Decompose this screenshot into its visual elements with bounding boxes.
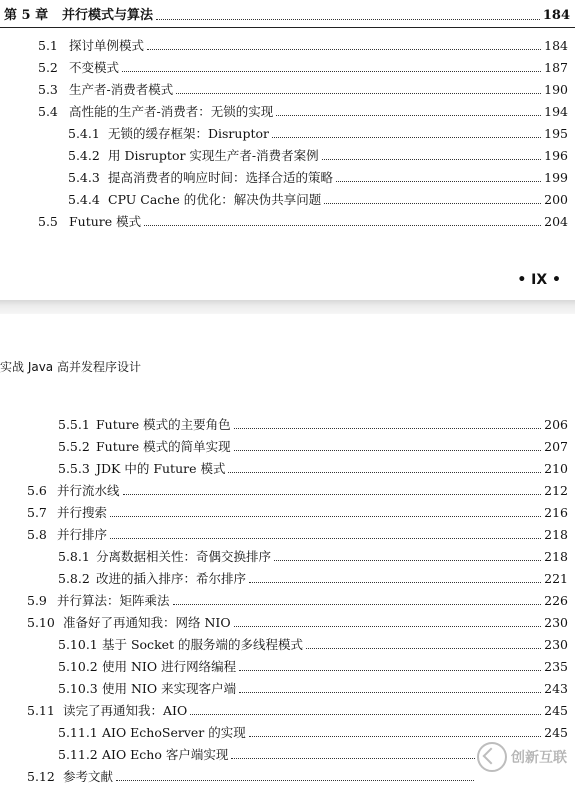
dot-leader (239, 692, 541, 693)
section-title: 参考文献 (63, 769, 114, 784)
section-number: 5.3 (38, 82, 58, 97)
page-divider (0, 300, 575, 314)
dot-leader (147, 49, 541, 50)
section-page: 226 (544, 593, 568, 608)
subsection-number: 5.5.2 (58, 439, 90, 454)
subsection-page: 218 (544, 549, 568, 564)
subsection-number: 5.4.3 (68, 170, 100, 185)
watermark-logo (477, 742, 567, 772)
toc-row[interactable] (58, 439, 568, 455)
section-number: 5.11 (27, 703, 55, 718)
subsection-title: 使用 NIO 进行网络编程 (102, 659, 237, 674)
subsection-page: 243 (544, 681, 568, 696)
toc-row[interactable] (58, 747, 478, 763)
toc-row[interactable] (68, 148, 568, 164)
subsection-number: 5.4.2 (68, 148, 100, 163)
section-number: 5.6 (27, 483, 47, 498)
dot-leader (239, 670, 541, 671)
toc-row[interactable] (27, 483, 568, 499)
toc-row[interactable] (58, 659, 568, 675)
toc-page-upper (0, 0, 575, 300)
toc-row[interactable] (58, 549, 568, 565)
subsection-title: AIO Echo 客户端实现 (102, 747, 229, 762)
toc-row[interactable] (58, 571, 568, 587)
toc-row[interactable] (27, 615, 568, 631)
dot-leader (234, 450, 541, 451)
subsection-title: 提高消费者的响应时间：选择合适的策略 (108, 170, 334, 185)
subsection-title: 改进的插入排序：希尔排序 (96, 571, 247, 586)
subsection-number: 5.11.2 (58, 747, 98, 762)
subsection-page: 199 (544, 170, 568, 185)
section-number: 5.2 (38, 60, 58, 75)
section-page: 245 (544, 703, 568, 718)
toc-row[interactable] (68, 170, 568, 186)
subsection-title: JDK 中的 Future 模式 (96, 461, 226, 476)
section-title: 高性能的生产者-消费者：无锁的实现 (69, 104, 274, 119)
dot-leader (110, 516, 541, 517)
toc-row[interactable] (38, 82, 568, 98)
toc-chapter-row[interactable] (4, 8, 570, 24)
subsection-title: 无锁的缓存框架：Disruptor (108, 126, 269, 141)
toc-row[interactable] (27, 769, 477, 785)
subsection-title: 分离数据相关性：奇偶交换排序 (96, 549, 272, 564)
page-folio: • IX • (517, 272, 561, 288)
section-number: 5.8 (27, 527, 47, 542)
dot-leader (276, 115, 541, 116)
section-title: 并行排序 (57, 527, 108, 542)
section-title: 准备好了再通知我：网络 NIO (63, 615, 231, 630)
subsection-number: 5.11.1 (58, 725, 98, 740)
subsection-title: 用 Disruptor 实现生产者-消费者案例 (108, 148, 319, 163)
subsection-number: 5.5.3 (58, 461, 90, 476)
section-title: 读完了再通知我：AIO (63, 703, 188, 718)
section-page: 194 (544, 104, 568, 119)
subsection-number: 5.5.1 (58, 417, 90, 432)
dot-leader (274, 560, 541, 561)
chapter-title: 并行模式与算法 (62, 8, 154, 23)
dot-leader (336, 181, 541, 182)
section-number: 5.7 (27, 505, 47, 520)
subsection-page: 195 (544, 126, 568, 141)
section-title: 不变模式 (69, 60, 120, 75)
section-page: 190 (544, 82, 568, 97)
toc-row[interactable] (38, 38, 568, 54)
dot-leader (324, 203, 541, 204)
section-title: Future 模式 (69, 214, 142, 229)
section-page: 184 (544, 38, 568, 53)
toc-row[interactable] (58, 461, 568, 477)
toc-row[interactable] (27, 505, 568, 521)
toc-row[interactable] (68, 192, 568, 208)
dot-leader (249, 736, 541, 737)
toc-page-lower (0, 314, 575, 784)
dot-leader (122, 71, 541, 72)
subsection-title: CPU Cache 的优化：解决伪共享问题 (108, 192, 322, 207)
subsection-page: 200 (544, 192, 568, 207)
subsection-title: 基于 Socket 的服务端的多线程模式 (102, 637, 304, 652)
dot-leader (249, 582, 541, 583)
dot-leader (306, 648, 541, 649)
section-number: 5.5 (38, 214, 58, 229)
subsection-number: 5.4.1 (68, 126, 100, 141)
watermark-text: 创新互联 (511, 750, 567, 766)
section-title: 并行算法：矩阵乘法 (57, 593, 170, 608)
section-number: 5.4 (38, 104, 58, 119)
toc-row[interactable] (58, 417, 568, 433)
toc-row[interactable] (27, 593, 568, 609)
subsection-page: 235 (544, 659, 568, 674)
dot-leader (123, 494, 542, 495)
dot-leader (156, 19, 540, 20)
toc-row[interactable] (27, 703, 568, 719)
toc-row[interactable] (68, 126, 568, 142)
watermark-icon (477, 742, 507, 772)
section-number: 5.10 (27, 615, 55, 630)
section-title: 生产者-消费者模式 (69, 82, 174, 97)
section-number: 5.12 (27, 769, 55, 784)
subsection-title: AIO EchoServer 的实现 (102, 725, 246, 740)
section-page: 216 (544, 505, 568, 520)
dot-leader (173, 604, 542, 605)
toc-row[interactable] (38, 60, 568, 76)
toc-row[interactable] (58, 725, 568, 741)
subsection-page: 196 (544, 148, 568, 163)
subsection-title: Future 模式的主要角色 (96, 417, 231, 432)
section-title: 并行流水线 (57, 483, 120, 498)
dot-leader (190, 714, 541, 715)
toc-row[interactable] (38, 214, 568, 230)
section-page: 187 (544, 60, 568, 75)
dot-leader (322, 159, 541, 160)
subsection-number: 5.10.3 (58, 681, 98, 696)
subsection-page: 206 (544, 417, 568, 432)
section-number: 5.9 (27, 593, 47, 608)
chapter-underline (0, 27, 575, 28)
chapter-page: 184 (542, 8, 570, 23)
chapter-number: 第 5 章 (4, 8, 49, 23)
subsection-page: 207 (544, 439, 568, 454)
dot-leader (234, 626, 542, 627)
toc-row[interactable] (38, 104, 568, 120)
section-page: 230 (544, 615, 568, 630)
subsection-page: 245 (544, 725, 568, 740)
toc-row[interactable] (58, 681, 568, 697)
subsection-title: Future 模式的简单实现 (96, 439, 231, 454)
subsection-number: 5.4.4 (68, 192, 100, 207)
dot-leader (231, 758, 475, 759)
subsection-title: 使用 NIO 来实现客户端 (102, 681, 237, 696)
dot-leader (228, 472, 541, 473)
toc-row[interactable] (58, 637, 568, 653)
toc-row[interactable] (27, 527, 568, 543)
subsection-page: 221 (544, 571, 568, 586)
section-title: 并行搜索 (57, 505, 108, 520)
subsection-page: 210 (544, 461, 568, 476)
dot-leader (116, 780, 474, 781)
subsection-number: 5.10.2 (58, 659, 98, 674)
watermark-text-wrap (511, 747, 567, 767)
section-number: 5.1 (38, 38, 58, 53)
dot-leader (272, 137, 541, 138)
dot-leader (110, 538, 541, 539)
section-page: 204 (544, 214, 568, 229)
dot-leader (176, 93, 541, 94)
section-page: 212 (544, 483, 568, 498)
subsection-number: 5.8.2 (58, 571, 90, 586)
dot-leader (234, 428, 541, 429)
dot-leader (144, 225, 541, 226)
subsection-number: 5.8.1 (58, 549, 90, 564)
running-head: 实战 Java 高并发程序设计 (0, 360, 141, 374)
section-page: 218 (544, 527, 568, 542)
subsection-page: 230 (544, 637, 568, 652)
section-title: 探讨单例模式 (69, 38, 145, 53)
subsection-number: 5.10.1 (58, 637, 98, 652)
